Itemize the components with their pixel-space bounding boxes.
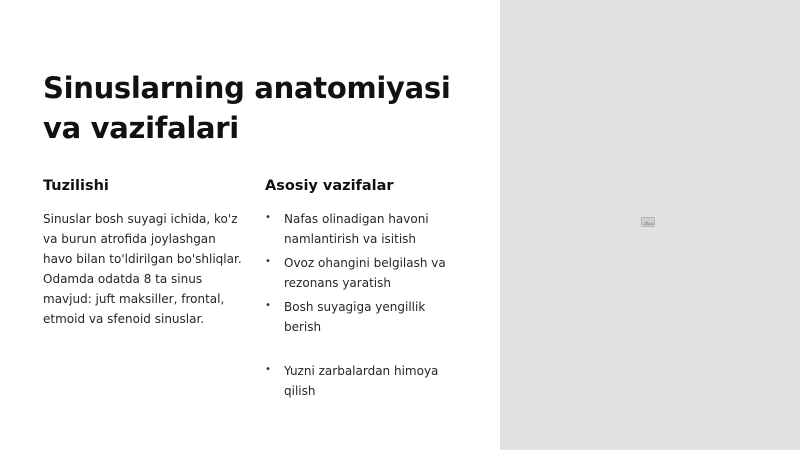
list-item-text: Bosh suyagiga yengillik berish [284,300,426,334]
functions-list [265,209,465,401]
bullet-icon: • [265,212,271,223]
list-item-text: Nafas olinadigan havoni namlantirish va isitish [284,212,429,246]
list-item [265,361,465,401]
structure-paragraph: Sinuslar bosh suyagi ichida, ko'z va burun atrofida joylashgan havo bilan to'ldirilgan bo'shliqlar. Odamda odatda 8 ta sinus mavjud: juft maksiller, frontal, etmoid va sfenoid sinuslar. [43,212,242,326]
image-placeholder-icon [641,217,655,227]
functions-heading: Asosiy vazifalar [265,178,394,194]
bullet-icon: • [265,364,271,375]
list-item [265,297,465,337]
slide-title: Sinuslarning anatomiyasi va vazifalari [43,71,451,145]
list-item-text: Ovoz ohangini belgilash va rezonans yaratish [284,256,446,290]
bullet-icon: • [265,256,271,267]
list-item-text: Yuzni zarbalardan himoya qilish [284,364,439,398]
list-item [265,253,465,293]
bullet-icon: • [265,300,271,311]
structure-heading: Tuzilishi [43,178,109,194]
list-item [265,209,465,249]
image-placeholder [500,0,800,450]
